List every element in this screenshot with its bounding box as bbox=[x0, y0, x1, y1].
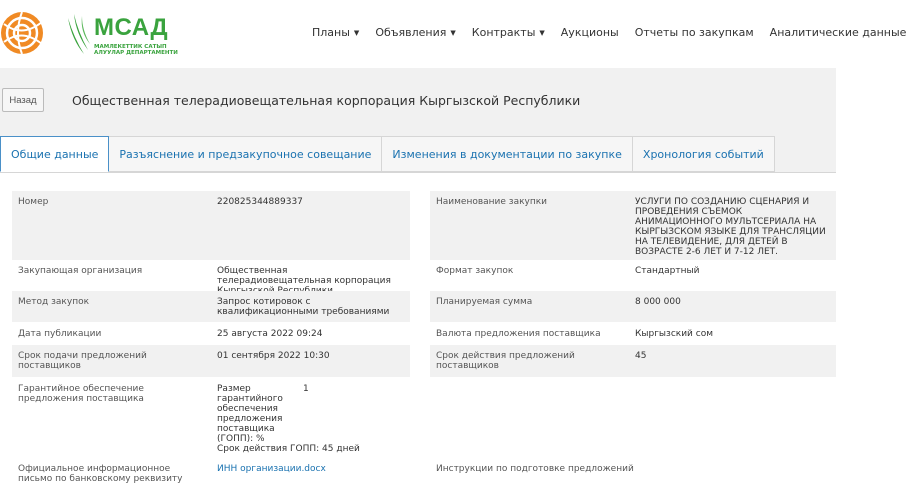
date-label: Дата публикации bbox=[18, 329, 102, 339]
main-nav bbox=[312, 26, 922, 39]
guarantee-size-label: Размер гарантийного обеспечения предложения поставщика (ГОПП): % bbox=[217, 384, 283, 444]
name-value: УСЛУГИ ПО СОЗДАНИЮ СЦЕНАРИЯ И ПРОВЕДЕНИЯ СЪЕМОК АНИМАЦИОННОГО МУЛЬТСЕРИАЛА НА КЫРГЫЗСКОМ ЯЗЫКЕ ДЛЯ ТРАНСЛЯЦИИ НА ТЕЛЕВИДЕНИЕ, ДЛЯ ДЕТЕЙ В ВОЗРАСТЕ 2-6 ЛЕТ И 7-12 ЛЕТ. bbox=[629, 191, 836, 260]
validity-label: Срок действия предложений поставщиков bbox=[430, 345, 629, 377]
caret-down-icon: ▼ bbox=[353, 28, 360, 37]
back-button[interactable]: Назад bbox=[2, 88, 44, 112]
sum-value: 8 000 000 bbox=[629, 291, 836, 322]
format-label: Формат закупок bbox=[436, 266, 514, 276]
number-label: Номер bbox=[12, 191, 211, 260]
tab-general[interactable]: Общие данные bbox=[0, 136, 109, 172]
guarantee-term: Срок действия ГОПП: 45 дней bbox=[217, 444, 360, 454]
deadline-value: 01 сентября 2022 10:30 bbox=[211, 345, 410, 377]
tab-bar bbox=[0, 136, 775, 172]
logo-title: МСАД bbox=[94, 14, 169, 41]
nav-announcements[interactable]: Объявления ▼ bbox=[375, 26, 456, 39]
field-row bbox=[12, 323, 836, 345]
deadline-label: Срок подачи предложений поставщиков bbox=[12, 345, 211, 377]
emblem-logo-icon[interactable] bbox=[0, 10, 48, 56]
org-value: Общественная телерадиовещательная корпорация bbox=[217, 266, 391, 286]
msad-logo[interactable] bbox=[64, 10, 178, 58]
guarantee-label: Гарантийное обеспечение предложения поставщика bbox=[18, 384, 144, 404]
date-value: 25 августа 2022 09:24 bbox=[217, 329, 323, 339]
field-row bbox=[12, 458, 836, 490]
caret-down-icon: ▼ bbox=[450, 28, 456, 37]
sum-label: Планируемая сумма bbox=[430, 291, 629, 322]
format-value: Стандартный bbox=[635, 266, 700, 276]
title-bar bbox=[0, 68, 836, 134]
field-row bbox=[12, 291, 836, 322]
letter-file-link[interactable]: ИНН организации.docx bbox=[217, 464, 326, 474]
validity-value: 45 bbox=[629, 345, 836, 377]
name-label: Наименование закупки bbox=[430, 191, 629, 260]
tab-doc-changes[interactable]: Изменения в документации по закупке bbox=[382, 136, 632, 172]
tab-clarification[interactable]: Разъяснение и предзакупочное совещание bbox=[109, 136, 382, 172]
tab-history[interactable]: Хронология событий bbox=[633, 136, 775, 172]
field-row bbox=[12, 378, 836, 454]
nav-analytics[interactable]: Аналитические данные bbox=[769, 26, 907, 39]
nav-contracts[interactable]: Контракты ▼ bbox=[471, 26, 545, 39]
site-header bbox=[0, 0, 907, 68]
field-row bbox=[12, 345, 836, 377]
logo-subtitle: МАМЛЕКЕТТИК САТЫП АЛУУЛАР ДЕПАРТАМЕНТИ bbox=[94, 44, 178, 56]
leaf-logo-icon bbox=[64, 10, 94, 58]
method-value: Запрос котировок с квалификационными требованиями bbox=[211, 291, 410, 322]
currency-value: Кыргызский сом bbox=[635, 329, 714, 339]
instructions-label: Инструкции по подготовке предложений bbox=[436, 464, 634, 474]
method-label: Метод закупок bbox=[12, 291, 211, 322]
field-row bbox=[12, 260, 836, 289]
caret-down-icon: ▼ bbox=[539, 28, 545, 37]
guarantee-size-value: 1 bbox=[303, 384, 309, 394]
org-label: Закупающая организация bbox=[18, 266, 143, 276]
field-row bbox=[12, 191, 836, 260]
nav-reports[interactable]: Отчеты по закупкам bbox=[634, 26, 754, 39]
number-value: 220825344889337 bbox=[211, 191, 410, 260]
page-title: Общественная телерадиовещательная корпорация Кыргызской Республики bbox=[72, 93, 581, 108]
nav-auctions[interactable]: Аукционы bbox=[560, 26, 619, 39]
letter-label: Официальное информационное письмо по банковскому реквизиту bbox=[18, 464, 183, 484]
currency-label: Валюта предложения поставщика bbox=[436, 329, 601, 339]
nav-plans[interactable]: Планы ▼ bbox=[312, 26, 360, 39]
guarantee-value bbox=[211, 378, 410, 454]
